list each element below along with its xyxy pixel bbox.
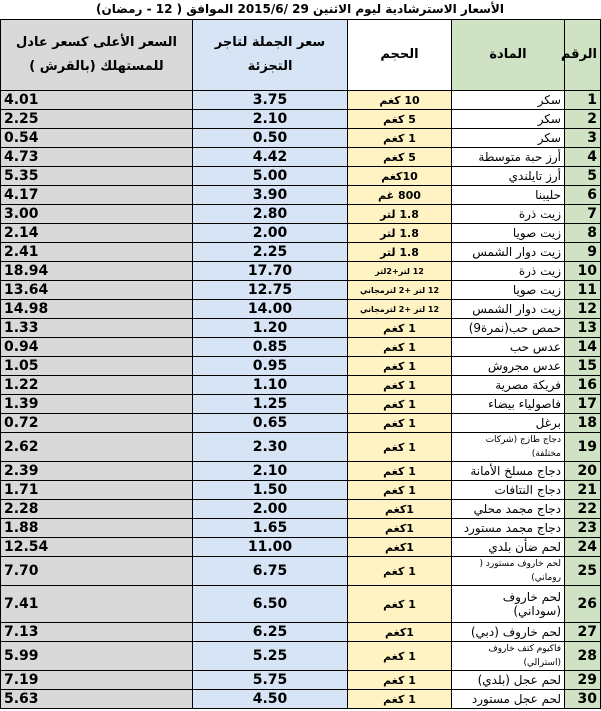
header-size: الحجم — [348, 20, 452, 91]
table-row — [1, 91, 601, 110]
row-size: 12 لتر +2 لترمجاني — [348, 281, 452, 300]
row-size: 1 كغم — [348, 671, 452, 690]
row-size: 1 كغم — [348, 129, 452, 148]
row-size: 1 كغم — [348, 557, 452, 586]
row-item: زيت دوار الشمس — [452, 243, 565, 262]
row-wholesale-price: 2.30 — [193, 433, 348, 462]
header-num: الرقم — [565, 20, 601, 91]
row-number: 29 — [565, 671, 601, 690]
row-item: سكر — [452, 129, 565, 148]
table-row — [1, 395, 601, 414]
row-number: 9 — [565, 243, 601, 262]
row-number: 27 — [565, 623, 601, 642]
row-consumer-price: 5.63 — [1, 690, 193, 709]
row-consumer-price: 1.39 — [1, 395, 193, 414]
row-size: 1كغم — [348, 538, 452, 557]
row-consumer-price: 4.17 — [1, 186, 193, 205]
row-number: 19 — [565, 433, 601, 462]
row-item: لحم ضأن بلدي — [452, 538, 565, 557]
row-wholesale-price: 3.75 — [193, 91, 348, 110]
row-item: عدس حب — [452, 338, 565, 357]
row-item: زيت دوار الشمس — [452, 300, 565, 319]
row-number: 20 — [565, 462, 601, 481]
row-size: 1 كغم — [348, 481, 452, 500]
row-item: زيت ذرة — [452, 205, 565, 224]
row-item: لحم خاروف مستورد ( روماني) — [452, 557, 565, 586]
row-item: سكر — [452, 91, 565, 110]
row-item: فاصولياء بيضاء — [452, 395, 565, 414]
table-row — [1, 129, 601, 148]
row-consumer-price: 7.13 — [1, 623, 193, 642]
row-size: 10 كغم — [348, 91, 452, 110]
header-wholesale: سعر الجملة لتاجر التجزئة — [193, 20, 348, 91]
table-row — [1, 243, 601, 262]
table-row — [1, 538, 601, 557]
row-number: 11 — [565, 281, 601, 300]
row-number: 24 — [565, 538, 601, 557]
row-consumer-price: 3.00 — [1, 205, 193, 224]
row-size: 1 كغم — [348, 376, 452, 395]
row-consumer-price: 7.19 — [1, 671, 193, 690]
table-row — [1, 186, 601, 205]
row-size: 1 كغم — [348, 433, 452, 462]
row-number: 21 — [565, 481, 601, 500]
table-row — [1, 110, 601, 129]
row-number: 25 — [565, 557, 601, 586]
row-item: دجاج النتافات — [452, 481, 565, 500]
row-consumer-price: 2.14 — [1, 224, 193, 243]
table-row — [1, 519, 601, 538]
row-wholesale-price: 1.65 — [193, 519, 348, 538]
row-number: 8 — [565, 224, 601, 243]
row-size: 1 كغم — [348, 395, 452, 414]
row-consumer-price: 1.22 — [1, 376, 193, 395]
row-item: لحم خاروف (دبي) — [452, 623, 565, 642]
row-consumer-price: 2.41 — [1, 243, 193, 262]
table-row — [1, 433, 601, 462]
row-size: 1.8 لتر — [348, 205, 452, 224]
row-wholesale-price: 3.90 — [193, 186, 348, 205]
row-wholesale-price: 6.50 — [193, 586, 348, 623]
table-row — [1, 205, 601, 224]
row-size: 5 كغم — [348, 148, 452, 167]
row-number: 4 — [565, 148, 601, 167]
row-wholesale-price: 1.50 — [193, 481, 348, 500]
table-row — [1, 500, 601, 519]
row-item: زيت ذرة — [452, 262, 565, 281]
table-row — [1, 481, 601, 500]
row-consumer-price: 0.72 — [1, 414, 193, 433]
table-row — [1, 557, 601, 586]
row-number: 6 — [565, 186, 601, 205]
header-item: المادة — [452, 20, 565, 91]
row-wholesale-price: 1.10 — [193, 376, 348, 395]
table-row — [1, 376, 601, 395]
row-consumer-price: 7.70 — [1, 557, 193, 586]
table-row — [1, 262, 601, 281]
row-wholesale-price: 2.80 — [193, 205, 348, 224]
price-table — [0, 19, 601, 709]
row-item: أرز تايلندي — [452, 167, 565, 186]
row-consumer-price: 2.28 — [1, 500, 193, 519]
row-consumer-price: 5.99 — [1, 642, 193, 671]
row-wholesale-price: 0.65 — [193, 414, 348, 433]
row-item: عدس مجروش — [452, 357, 565, 376]
row-wholesale-price: 5.25 — [193, 642, 348, 671]
table-row — [1, 167, 601, 186]
row-wholesale-price: 0.85 — [193, 338, 348, 357]
row-wholesale-price: 4.50 — [193, 690, 348, 709]
row-number: 7 — [565, 205, 601, 224]
row-consumer-price: 12.54 — [1, 538, 193, 557]
row-number: 28 — [565, 642, 601, 671]
row-consumer-price: 14.98 — [1, 300, 193, 319]
row-number: 18 — [565, 414, 601, 433]
row-wholesale-price: 1.20 — [193, 319, 348, 338]
header-consumer: السعر الأعلى كسعر عادل للمستهلك (بالقرش ) — [1, 20, 193, 91]
row-item: دجاج طازج (شركات مختلفة) — [452, 433, 565, 462]
row-wholesale-price: 1.25 — [193, 395, 348, 414]
row-consumer-price: 2.25 — [1, 110, 193, 129]
row-consumer-price: 18.94 — [1, 262, 193, 281]
row-item: سكر — [452, 110, 565, 129]
row-number: 5 — [565, 167, 601, 186]
table-row — [1, 319, 601, 338]
row-size: 1 كغم — [348, 414, 452, 433]
row-consumer-price: 4.01 — [1, 91, 193, 110]
row-item: لحم خاروف (سوداني) — [452, 586, 565, 623]
row-number: 16 — [565, 376, 601, 395]
row-item: حليبنا — [452, 186, 565, 205]
row-wholesale-price: 4.42 — [193, 148, 348, 167]
row-item: برغل — [452, 414, 565, 433]
row-number: 23 — [565, 519, 601, 538]
row-size: 800 غم — [348, 186, 452, 205]
row-size: 10كغم — [348, 167, 452, 186]
row-size: 1 كغم — [348, 319, 452, 338]
row-wholesale-price: 0.95 — [193, 357, 348, 376]
row-consumer-price: 0.94 — [1, 338, 193, 357]
row-item: حمص حب(نمرة9) — [452, 319, 565, 338]
row-size: 1كغم — [348, 519, 452, 538]
table-row — [1, 300, 601, 319]
row-size: 1 كغم — [348, 338, 452, 357]
row-consumer-price: 13.64 — [1, 281, 193, 300]
row-number: 2 — [565, 110, 601, 129]
table-row — [1, 414, 601, 433]
table-row — [1, 462, 601, 481]
row-number: 10 — [565, 262, 601, 281]
row-item: فريكة مصرية — [452, 376, 565, 395]
row-consumer-price: 4.73 — [1, 148, 193, 167]
table-row — [1, 148, 601, 167]
page-title: الأسعار الاسترشادية ليوم الاثنين 29 /2015/6 الموافق ( 12 - رمضان) — [96, 2, 504, 16]
row-size: 1 كغم — [348, 357, 452, 376]
row-size: 1 كغم — [348, 642, 452, 671]
row-size: 1 كغم — [348, 462, 452, 481]
row-wholesale-price: 11.00 — [193, 538, 348, 557]
row-item: دجاج مجمد مستورد — [452, 519, 565, 538]
row-size: 1كغم — [348, 623, 452, 642]
row-wholesale-price: 5.75 — [193, 671, 348, 690]
row-consumer-price: 1.05 — [1, 357, 193, 376]
table-row — [1, 623, 601, 642]
row-number: 1 — [565, 91, 601, 110]
row-consumer-price: 1.88 — [1, 519, 193, 538]
row-number: 30 — [565, 690, 601, 709]
table-row — [1, 690, 601, 709]
row-item: لحم عجل (بلدي) — [452, 671, 565, 690]
table-row — [1, 338, 601, 357]
row-wholesale-price: 2.10 — [193, 110, 348, 129]
table-row — [1, 357, 601, 376]
row-wholesale-price: 2.00 — [193, 224, 348, 243]
table-row — [1, 671, 601, 690]
row-item: دجاج مجمد محلي — [452, 500, 565, 519]
row-number: 17 — [565, 395, 601, 414]
row-wholesale-price: 17.70 — [193, 262, 348, 281]
row-wholesale-price: 2.00 — [193, 500, 348, 519]
row-consumer-price: 2.62 — [1, 433, 193, 462]
row-consumer-price: 7.41 — [1, 586, 193, 623]
row-consumer-price: 1.71 — [1, 481, 193, 500]
row-consumer-price: 5.35 — [1, 167, 193, 186]
table-row — [1, 281, 601, 300]
row-size: 1 كغم — [348, 690, 452, 709]
row-item: دجاج مسلخ الأمانة — [452, 462, 565, 481]
table-header-row — [1, 20, 601, 91]
row-number: 3 — [565, 129, 601, 148]
row-number: 12 — [565, 300, 601, 319]
row-wholesale-price: 0.50 — [193, 129, 348, 148]
table-row — [1, 642, 601, 671]
row-item: لحم عجل مستورد — [452, 690, 565, 709]
row-wholesale-price: 14.00 — [193, 300, 348, 319]
row-item: فاكيوم كتف خاروف (استرالي) — [452, 642, 565, 671]
row-item: زيت صويا — [452, 281, 565, 300]
row-size: 1.8 لتر — [348, 224, 452, 243]
row-size: 1 كغم — [348, 586, 452, 623]
row-size: 1كغم — [348, 500, 452, 519]
row-consumer-price: 0.54 — [1, 129, 193, 148]
row-number: 14 — [565, 338, 601, 357]
row-number: 15 — [565, 357, 601, 376]
row-item: أرز حبة متوسطة — [452, 148, 565, 167]
row-number: 22 — [565, 500, 601, 519]
table-row — [1, 224, 601, 243]
row-wholesale-price: 12.75 — [193, 281, 348, 300]
row-wholesale-price: 5.00 — [193, 167, 348, 186]
row-size: 12 لتر+2لتر — [348, 262, 452, 281]
row-consumer-price: 1.33 — [1, 319, 193, 338]
row-item: زيت صويا — [452, 224, 565, 243]
row-wholesale-price: 2.10 — [193, 462, 348, 481]
row-wholesale-price: 2.25 — [193, 243, 348, 262]
row-size: 1.8 لتر — [348, 243, 452, 262]
row-number: 26 — [565, 586, 601, 623]
row-wholesale-price: 6.75 — [193, 557, 348, 586]
row-wholesale-price: 6.25 — [193, 623, 348, 642]
table-row — [1, 586, 601, 623]
row-size: 5 كغم — [348, 110, 452, 129]
row-size: 12 لتر +2 لترمجاني — [348, 300, 452, 319]
row-number: 13 — [565, 319, 601, 338]
row-consumer-price: 2.39 — [1, 462, 193, 481]
